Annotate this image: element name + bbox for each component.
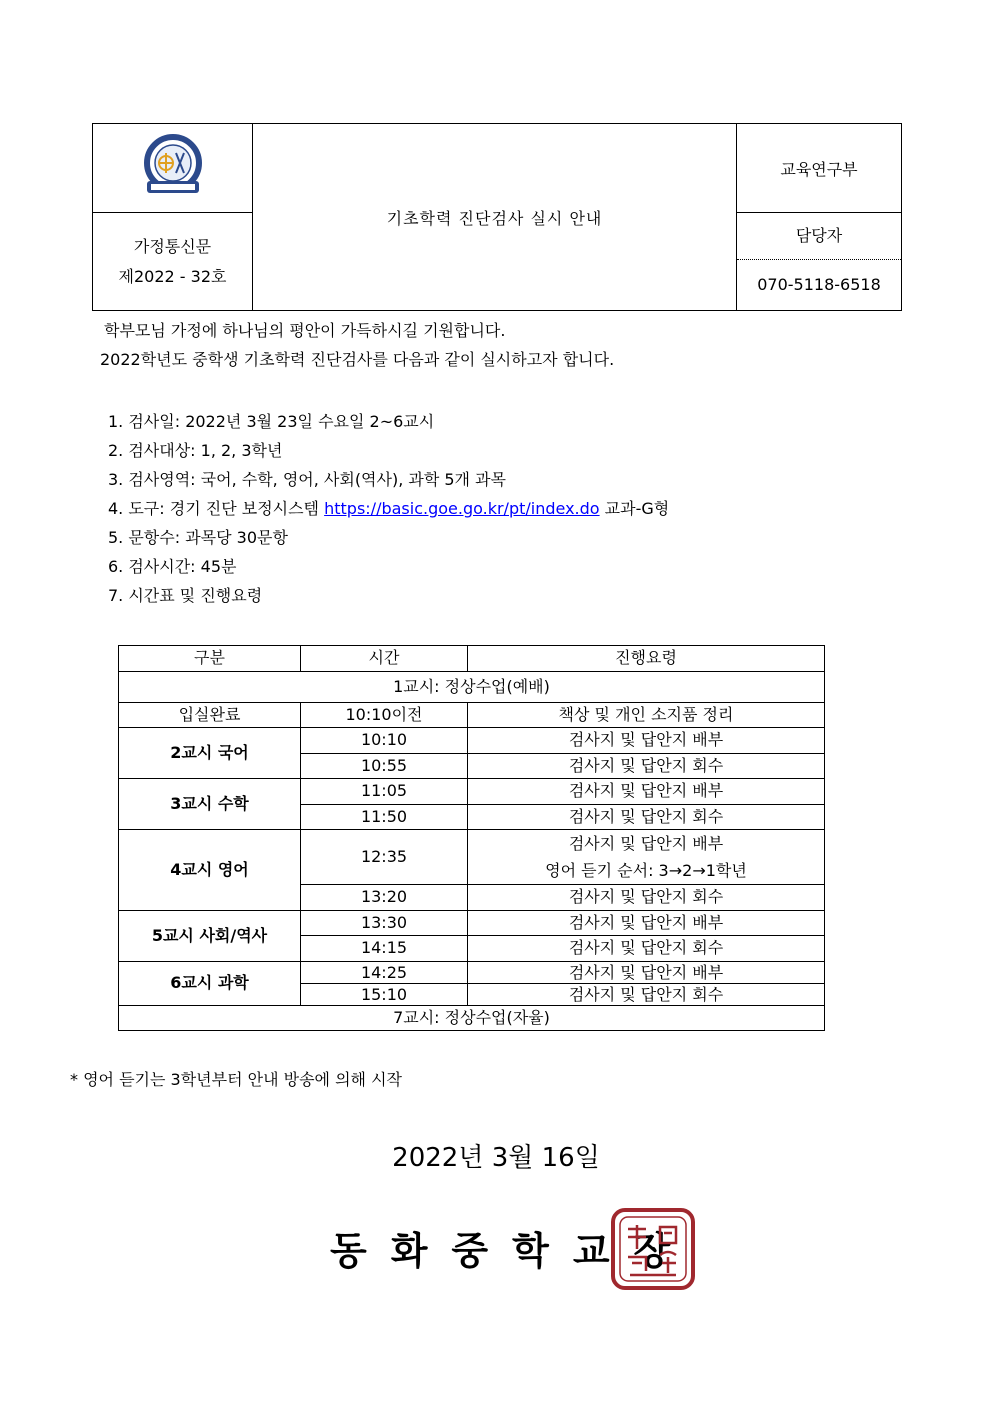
newsletter-info [93,213,253,311]
list-item-4 [108,494,669,523]
time-cell: 12:35 [301,830,468,885]
list-item-2: 2. 검사대상: 1, 2, 3학년 [108,441,283,460]
entry-desc: 책상 및 개인 소지품 정리 [468,702,825,728]
entry-label: 입실완료 [119,702,301,728]
period-6-label: 6교시 과학 [119,961,301,1005]
table-row [119,728,825,754]
page-title: 기초학력 진단검사 실시 안내 [253,124,737,311]
footnote: * 영어 듣기는 3학년부터 안내 방송에 의해 시작 [70,1070,402,1089]
list-item-5: 5. 문항수: 과목당 30문항 [108,528,288,547]
system-link[interactable]: https://basic.goe.go.kr/pt/index.do [324,499,600,518]
list-item-6: 6. 검사시간: 45분 [108,557,237,576]
department: 교육연구부 [737,124,902,213]
desc-cell: 검사지 및 답안지 배부 [468,728,825,754]
col-header-category: 구분 [119,646,301,672]
desc-cell: 검사지 및 답안지 회수 [468,753,825,779]
time-cell: 13:20 [301,885,468,911]
intro-line-1: 학부모님 가정에 하나님의 평안이 가득하시길 기원합니다. [104,321,506,340]
time-cell: 15:10 [301,983,468,1005]
newsletter-label: 가정통신문 [133,236,212,256]
contact-label: 담당자 [737,213,901,260]
intro-section [100,316,614,374]
table-row [119,830,825,885]
time-cell: 13:30 [301,910,468,936]
table-row [119,961,825,983]
contact-cell [737,213,902,311]
time-cell: 10:10 [301,728,468,754]
time-cell: 11:05 [301,779,468,805]
desc-cell: 검사지 및 답안지 회수 [468,804,825,830]
col-header-procedure: 진행요령 [468,646,825,672]
desc-cell: 검사지 및 답안지 배부 [468,779,825,805]
table-row [119,1005,825,1031]
desc-cell: 검사지 및 답안지 배부 [468,910,825,936]
principal-signature: 동화중학교장 [330,1229,695,1273]
logo-cell [93,124,253,213]
items-list [108,407,669,610]
list-item-3: 3. 검사영역: 국어, 수학, 영어, 사회(역사), 과학 5개 과목 [108,470,507,489]
list-item-1: 1. 검사일: 2022년 3월 23일 수요일 2~6교시 [108,412,435,431]
table-row [119,671,825,702]
school-logo-icon [133,133,213,199]
time-cell: 14:25 [301,961,468,983]
table-row [119,910,825,936]
period-5-label: 5교시 사회/역사 [119,910,301,961]
schedule-table [118,645,825,1031]
list-item-7: 7. 시간표 및 진행요령 [108,586,263,605]
desc-line: 검사지 및 답안지 배부 [568,834,724,853]
issue-date: 2022년 3월 16일 [392,1143,600,1173]
contact-phone: 070-5118-6518 [757,275,881,294]
period-2-label: 2교시 국어 [119,728,301,779]
desc-line: 영어 듣기 순서: 3→2→1학년 [545,861,747,880]
period-3-label: 3교시 수학 [119,779,301,830]
desc-cell: 검사지 및 답안지 회수 [468,983,825,1005]
newsletter-number: 제2022 - 32호 [118,266,227,286]
time-cell: 10:55 [301,753,468,779]
list-item-4-suffix: 교과-G형 [599,499,670,518]
desc-cell [468,830,825,885]
list-item-4-prefix: 4. 도구: 경기 진단 보정시스템 [108,499,325,518]
desc-cell: 검사지 및 답안지 배부 [468,961,825,983]
period-1: 1교시: 정상수업(예배) [119,671,825,702]
table-header-row [119,646,825,672]
time-cell: 11:50 [301,804,468,830]
official-seal-icon [610,1207,696,1291]
desc-cell: 검사지 및 답안지 회수 [468,885,825,911]
desc-cell: 검사지 및 답안지 회수 [468,936,825,962]
table-row [119,702,825,728]
period-4-label: 4교시 영어 [119,830,301,911]
table-row [119,779,825,805]
period-7: 7교시: 정상수업(자율) [119,1005,825,1031]
entry-time: 10:10이전 [301,702,468,728]
col-header-time: 시간 [301,646,468,672]
time-cell: 14:15 [301,936,468,962]
header-table [92,123,902,311]
intro-line-2: 2022학년도 중학생 기초학력 진단검사를 다음과 같이 실시하고자 합니다. [100,350,615,369]
